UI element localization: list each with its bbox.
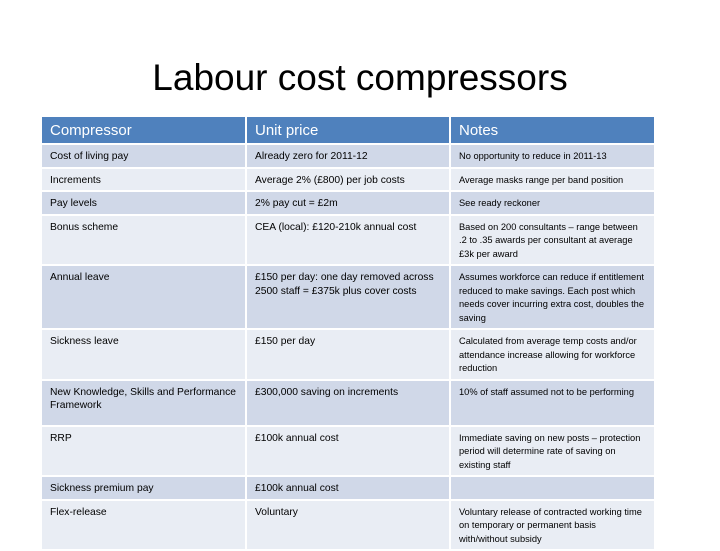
cell-compressor: Sickness premium pay bbox=[42, 477, 245, 499]
cell-compressor: RRP bbox=[42, 427, 245, 476]
cell-notes: Voluntary release of contracted working time on temporary or permanent basis with/without subsidy bbox=[451, 501, 654, 550]
cell-unit-price: £100k annual cost bbox=[247, 427, 449, 476]
cell-unit-price: £100k annual cost bbox=[247, 477, 449, 499]
table-row bbox=[42, 330, 654, 379]
cell-notes: Assumes workforce can reduce if entitlement reduced to make savings. Each post which needs cover incurring extra cost, doubles the saving bbox=[451, 266, 654, 328]
cell-notes: Immediate saving on new posts – protection period will determine rate of saving on existing staff bbox=[451, 427, 654, 476]
header-unit-price: Unit price bbox=[247, 117, 449, 143]
cell-unit-price: Average 2% (£800) per job costs bbox=[247, 169, 449, 191]
table-row bbox=[42, 381, 654, 425]
cell-notes: Calculated from average temp costs and/or attendance increase allowing for workforce reduction bbox=[451, 330, 654, 379]
cell-notes: Average masks range per band position bbox=[451, 169, 654, 191]
cell-notes: No opportunity to reduce in 2011-13 bbox=[451, 145, 654, 167]
cell-unit-price: CEA (local): £120-210k annual cost bbox=[247, 216, 449, 265]
cell-unit-price: Voluntary bbox=[247, 501, 449, 550]
table-row bbox=[42, 169, 654, 191]
cell-unit-price: £150 per day: one day removed across 2500 staff = £375k plus cover costs bbox=[247, 266, 449, 328]
cell-compressor: Flex-release bbox=[42, 501, 245, 550]
cell-notes: See ready reckoner bbox=[451, 192, 654, 214]
cell-compressor: Increments bbox=[42, 169, 245, 191]
cell-compressor: Annual leave bbox=[42, 266, 245, 328]
cell-compressor: Bonus scheme bbox=[42, 216, 245, 265]
header-notes: Notes bbox=[451, 117, 654, 143]
table-row bbox=[42, 145, 654, 167]
cell-compressor: Sickness leave bbox=[42, 330, 245, 379]
cell-notes: 10% of staff assumed not to be performing bbox=[451, 381, 654, 425]
compressors-table bbox=[40, 115, 656, 551]
cell-notes: Based on 200 consultants – range between .2 to .35 awards per consultant at average £3k per award bbox=[451, 216, 654, 265]
table-row bbox=[42, 216, 654, 265]
cell-compressor: Pay levels bbox=[42, 192, 245, 214]
table-header-row bbox=[42, 117, 654, 143]
table-row bbox=[42, 192, 654, 214]
cell-unit-price: £300,000 saving on increments bbox=[247, 381, 449, 425]
header-compressor: Compressor bbox=[42, 117, 245, 143]
cell-unit-price: Already zero for 2011-12 bbox=[247, 145, 449, 167]
cell-compressor: Cost of living pay bbox=[42, 145, 245, 167]
table-row bbox=[42, 477, 654, 499]
table-row bbox=[42, 266, 654, 328]
slide-title: Labour cost compressors bbox=[152, 57, 568, 98]
cell-unit-price: 2% pay cut = £2m bbox=[247, 192, 449, 214]
cell-unit-price: £150 per day bbox=[247, 330, 449, 379]
table-row bbox=[42, 427, 654, 476]
cell-notes bbox=[451, 477, 654, 499]
cell-compressor: New Knowledge, Skills and Performance Framework bbox=[42, 381, 245, 425]
table-row bbox=[42, 501, 654, 550]
